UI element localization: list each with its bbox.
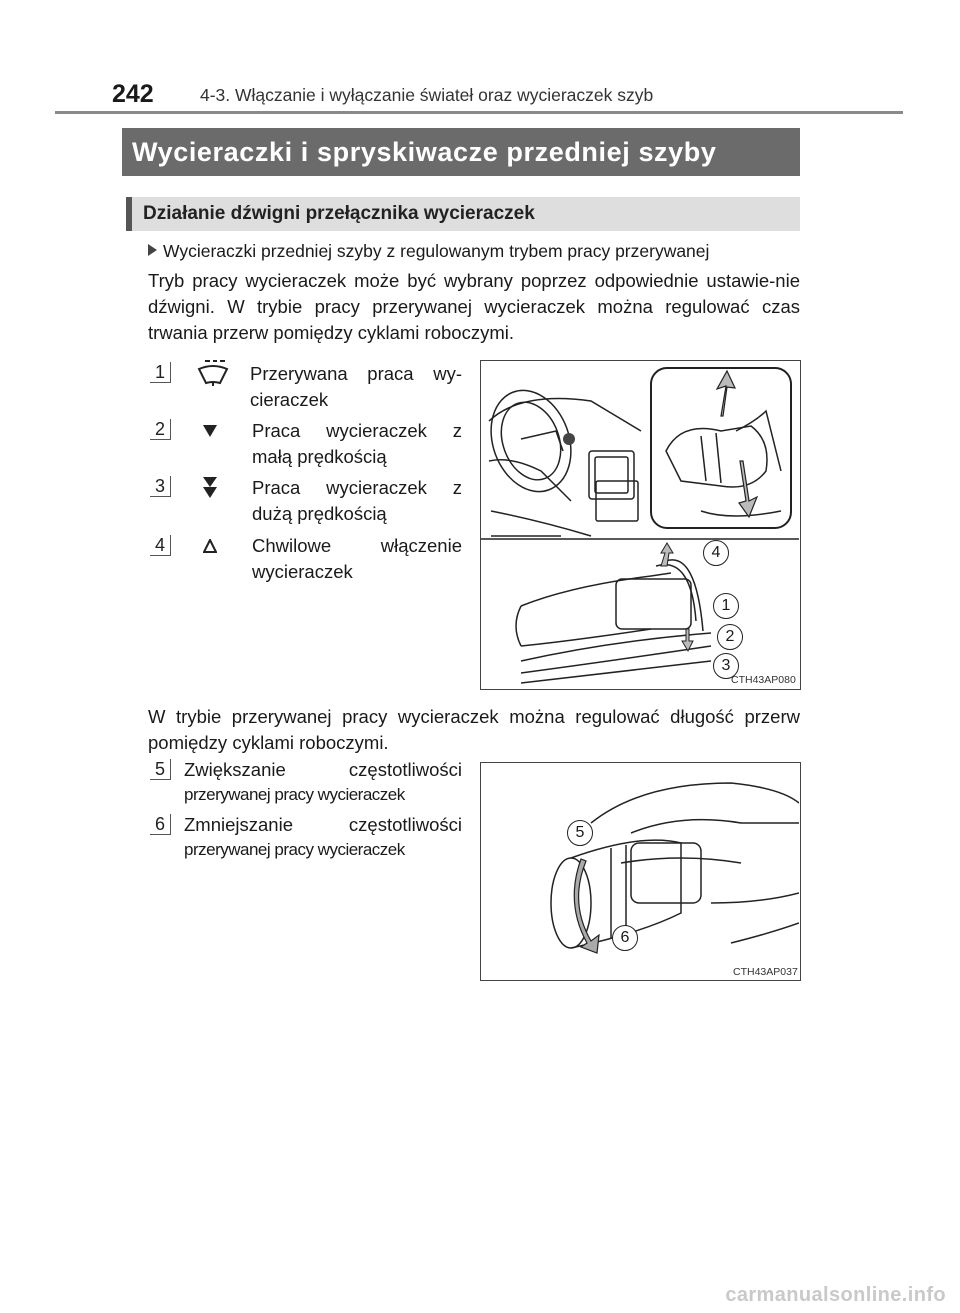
item-line: Zmniejszanie częstotliwości — [184, 814, 462, 835]
wiper-ring-figure — [480, 762, 801, 981]
single-arrow-down-icon — [202, 424, 218, 443]
item-number: 4 — [150, 535, 171, 556]
callout-6: 6 — [612, 925, 638, 951]
item-line: przerywanej pracy wycieraczek — [184, 840, 405, 859]
section-title: Wycieraczki i spryskiwacze przedniej szyby — [122, 128, 800, 176]
item-text — [184, 757, 462, 807]
callout-1: 1 — [713, 593, 739, 619]
item-text: Przerywana praca wy-cieraczek — [250, 363, 462, 410]
bullet-text: Wycieraczki przedniej szyby z regulowanym trybem pracy przerywanej — [163, 241, 710, 261]
figure-code: CTH43AP037 — [733, 966, 798, 978]
mist-arrow-up-icon — [203, 539, 217, 558]
wiper-lever-figure — [480, 360, 801, 690]
bullet-line — [148, 241, 808, 262]
double-arrow-down-icon — [202, 476, 218, 505]
bullet-triangle-icon — [148, 244, 157, 256]
item-text: Praca wycieraczek z małą prędkością — [252, 420, 462, 467]
figure-code: CTH43AP080 — [731, 674, 796, 686]
item-number: 1 — [150, 362, 171, 383]
item-line: Zwiększanie częstotliwości — [184, 759, 462, 780]
item-number: 2 — [150, 419, 171, 440]
subsection-title: Działanie dźwigni przełącznika wycieraczek — [126, 197, 800, 231]
intermittent-wiper-icon — [196, 358, 230, 393]
intro-paragraph: Tryb pracy wycieraczek może być wybrany poprzez odpowiednie ustawie-nie dźwigni. W trybie pracy przerywanej wycieraczek można regulować czas trwania przerw pomiędzy cyklami roboczymi. — [148, 270, 800, 343]
item-number: 5 — [150, 759, 171, 780]
callout-3: 3 — [713, 653, 739, 679]
item-number: 3 — [150, 476, 171, 497]
item-text: Praca wycieraczek z dużą prędkością — [252, 477, 462, 524]
item-text: Chwilowe włączenie wycieraczek — [252, 535, 462, 582]
callout-5: 5 — [567, 820, 593, 846]
callout-4: 4 — [703, 540, 729, 566]
footer-watermark: carmanualsonline.info — [725, 1284, 946, 1306]
callout-2: 2 — [717, 624, 743, 650]
second-paragraph: W trybie przerywanej pracy wycieraczek można regulować długość przerw pomiędzy cyklami roboczymi. — [148, 706, 800, 753]
header-divider — [55, 111, 903, 114]
page-number: 242 — [112, 80, 154, 108]
chapter-title: 4-3. Włączanie i wyłączanie świateł oraz wycieraczek szyb — [200, 85, 654, 105]
item-text — [184, 812, 462, 862]
item-line: przerywanej pracy wycieraczek — [184, 785, 405, 804]
item-number: 6 — [150, 814, 171, 835]
